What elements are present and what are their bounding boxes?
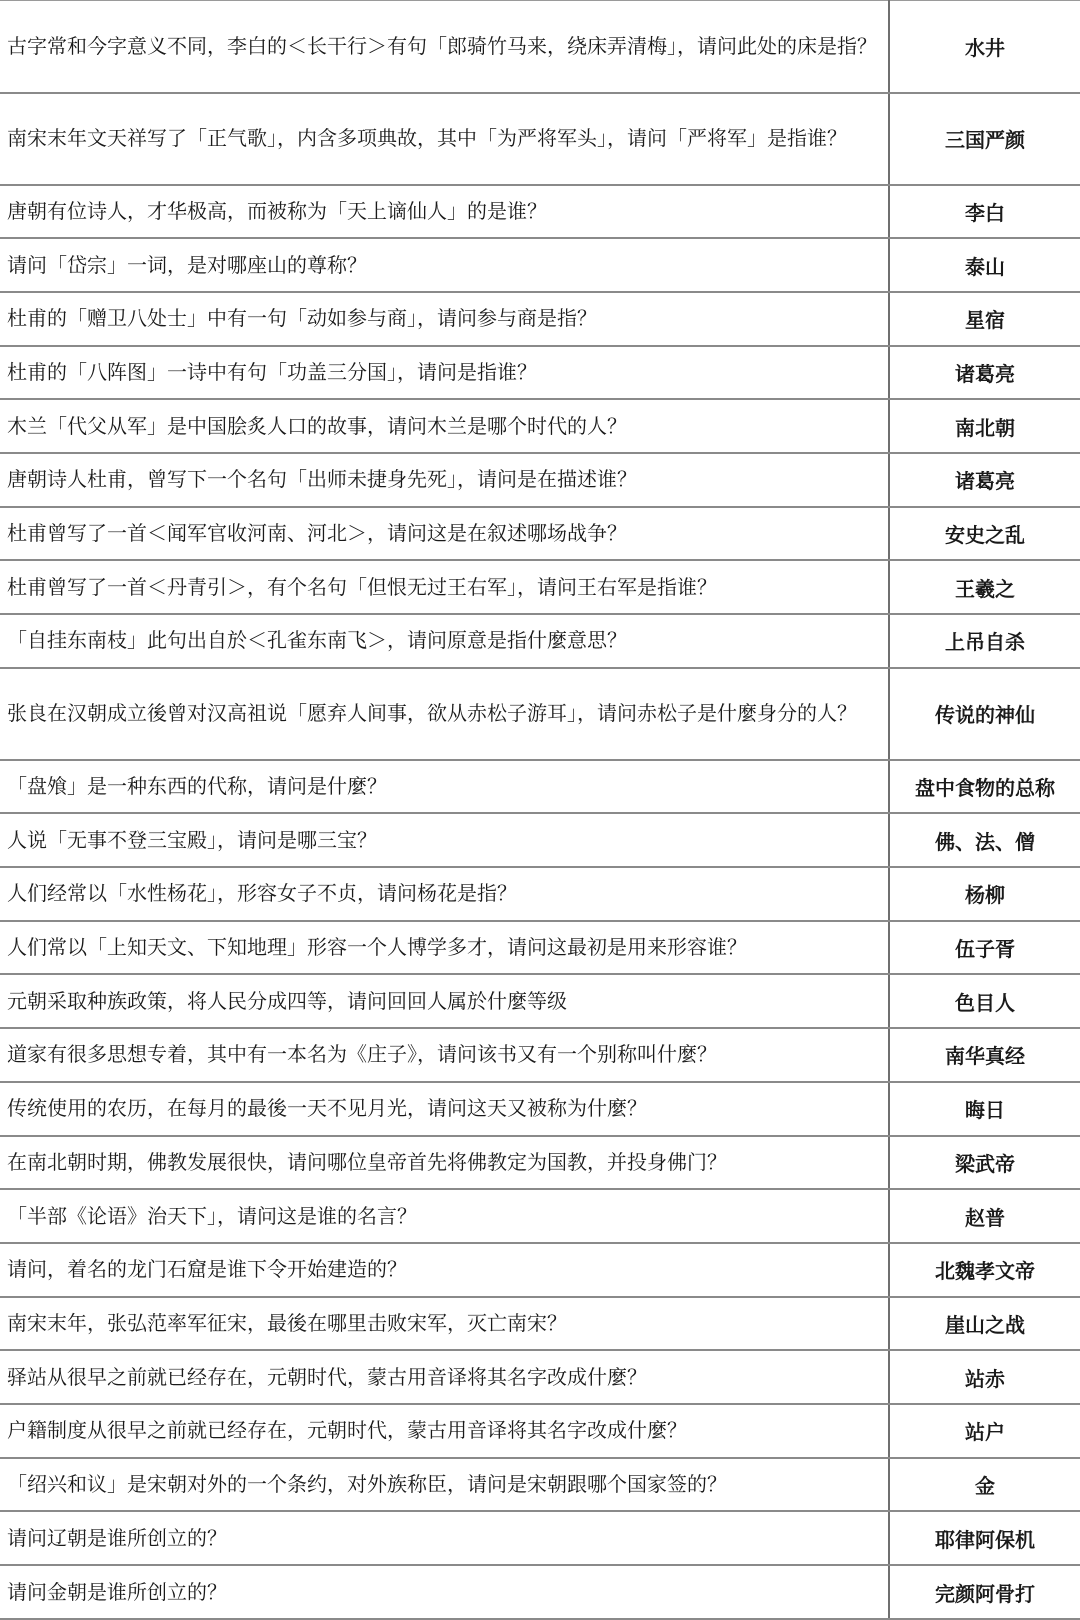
answer-cell: 金	[889, 1458, 1080, 1512]
table-row	[0, 185, 1080, 239]
question-cell: 唐朝诗人杜甫，曾写下一个名句「出师未捷身先死」，请问是在描述谁？	[0, 453, 889, 507]
table-row	[0, 1136, 1080, 1190]
table-row	[0, 1243, 1080, 1297]
answer-cell: 站赤	[889, 1350, 1080, 1404]
table-row	[0, 346, 1080, 400]
answer-cell: 杨柳	[889, 867, 1080, 921]
answer-cell: 南华真经	[889, 1028, 1080, 1082]
table-row	[0, 1511, 1080, 1565]
question-cell: 南宋末年，张弘范率军征宋，最後在哪里击败宋军，灭亡南宋？	[0, 1297, 889, 1351]
question-cell: 驿站从很早之前就已经存在，元朝时代，蒙古用音译将其名字改成什麼？	[0, 1350, 889, 1404]
table-row	[0, 1404, 1080, 1458]
question-cell: 「盘飧」是一种东西的代称，请问是什麼？	[0, 760, 889, 814]
question-cell: 「半部《论语》治天下」，请问这是谁的名言？	[0, 1189, 889, 1243]
answer-cell: 盘中食物的总称	[889, 760, 1080, 814]
question-cell: 杜甫曾写了一首＜丹青引＞，有个名句「但恨无过王右军」，请问王右军是指谁？	[0, 560, 889, 614]
answer-cell: 梁武帝	[889, 1136, 1080, 1190]
table-row	[0, 1, 1080, 93]
table-row	[0, 1028, 1080, 1082]
question-cell: 请问「岱宗」一词，是对哪座山的尊称？	[0, 238, 889, 292]
answer-cell: 诸葛亮	[889, 346, 1080, 400]
question-cell: 木兰「代父从军」是中国脍炙人口的故事，请问木兰是哪个时代的人？	[0, 399, 889, 453]
answer-cell: 崖山之战	[889, 1297, 1080, 1351]
question-cell: 户籍制度从很早之前就已经存在，元朝时代，蒙古用音译将其名字改成什麼？	[0, 1404, 889, 1458]
table-row	[0, 93, 1080, 185]
question-cell: 人说「无事不登三宝殿」，请问是哪三宝？	[0, 813, 889, 867]
table-row	[0, 507, 1080, 561]
question-cell: 杜甫曾写了一首＜闻军官收河南、河北＞，请问这是在叙述哪场战争？	[0, 507, 889, 561]
question-cell: 「自挂东南枝」此句出自於＜孔雀东南飞＞，请问原意是指什麼意思？	[0, 614, 889, 668]
answer-cell: 安史之乱	[889, 507, 1080, 561]
table-row	[0, 1565, 1080, 1619]
answer-cell: 伍子胥	[889, 921, 1080, 975]
question-cell: 杜甫的「赠卫八处士」中有一句「动如参与商」，请问参与商是指？	[0, 292, 889, 346]
answer-cell: 完颜阿骨打	[889, 1565, 1080, 1619]
question-cell: 请问金朝是谁所创立的？	[0, 1565, 889, 1619]
answer-cell: 诸葛亮	[889, 453, 1080, 507]
answer-cell: 泰山	[889, 238, 1080, 292]
answer-cell: 上吊自杀	[889, 614, 1080, 668]
table-row	[0, 668, 1080, 760]
answer-cell: 色目人	[889, 974, 1080, 1028]
table-row	[0, 614, 1080, 668]
table-row	[0, 1297, 1080, 1351]
answer-cell: 星宿	[889, 292, 1080, 346]
answer-cell: 北魏孝文帝	[889, 1243, 1080, 1297]
answer-cell: 佛、法、僧	[889, 813, 1080, 867]
answer-cell: 赵普	[889, 1189, 1080, 1243]
question-cell: 请问辽朝是谁所创立的？	[0, 1511, 889, 1565]
question-cell: 南宋末年文天祥写了「正气歌」，内含多项典故，其中「为严将军头」，请问「严将军」是指谁？	[0, 93, 889, 185]
table-row	[0, 867, 1080, 921]
answer-cell: 水井	[889, 1, 1080, 93]
question-cell: 人们常以「上知天文、下知地理」形容一个人博学多才，请问这最初是用来形容谁？	[0, 921, 889, 975]
question-cell: 元朝采取种族政策，将人民分成四等，请问回回人属於什麼等级	[0, 974, 889, 1028]
answer-cell: 传说的神仙	[889, 668, 1080, 760]
table-row	[0, 453, 1080, 507]
table-row	[0, 560, 1080, 614]
table-row	[0, 399, 1080, 453]
table-row	[0, 1458, 1080, 1512]
answer-cell: 晦日	[889, 1082, 1080, 1136]
table-row	[0, 1082, 1080, 1136]
question-cell: 请问，着名的龙门石窟是谁下令开始建造的？	[0, 1243, 889, 1297]
qa-table-body	[0, 1, 1080, 1620]
table-row	[0, 813, 1080, 867]
question-cell: 「绍兴和议」是宋朝对外的一个条约，对外族称臣，请问是宋朝跟哪个国家签的？	[0, 1458, 889, 1512]
question-cell: 古字常和今字意义不同，李白的＜长干行＞有句「郎骑竹马来，绕床弄清梅」，请问此处的床是指？	[0, 1, 889, 93]
table-row	[0, 760, 1080, 814]
answer-cell: 南北朝	[889, 399, 1080, 453]
table-row	[0, 974, 1080, 1028]
answer-cell: 三国严颜	[889, 93, 1080, 185]
table-row	[0, 1350, 1080, 1404]
answer-cell: 耶律阿保机	[889, 1511, 1080, 1565]
answer-cell: 李白	[889, 185, 1080, 239]
question-cell: 在南北朝时期，佛教发展很快，请问哪位皇帝首先将佛教定为国教，并投身佛门？	[0, 1136, 889, 1190]
question-cell: 张良在汉朝成立後曾对汉高祖说「愿弃人间事，欲从赤松子游耳」，请问赤松子是什麼身分的人？	[0, 668, 889, 760]
answer-cell: 站户	[889, 1404, 1080, 1458]
question-cell: 道家有很多思想专着，其中有一本名为《庄子》，请问该书又有一个别称叫什麼？	[0, 1028, 889, 1082]
table-row	[0, 238, 1080, 292]
answer-cell: 王羲之	[889, 560, 1080, 614]
table-row	[0, 921, 1080, 975]
table-row	[0, 292, 1080, 346]
table-row	[0, 1189, 1080, 1243]
question-cell: 传统使用的农历，在每月的最後一天不见月光，请问这天又被称为什麼？	[0, 1082, 889, 1136]
question-cell: 人们经常以「水性杨花」，形容女子不贞，请问杨花是指？	[0, 867, 889, 921]
question-cell: 杜甫的「八阵图」一诗中有句「功盖三分国」，请问是指谁？	[0, 346, 889, 400]
question-cell: 唐朝有位诗人，才华极高，而被称为「天上谪仙人」的是谁？	[0, 185, 889, 239]
